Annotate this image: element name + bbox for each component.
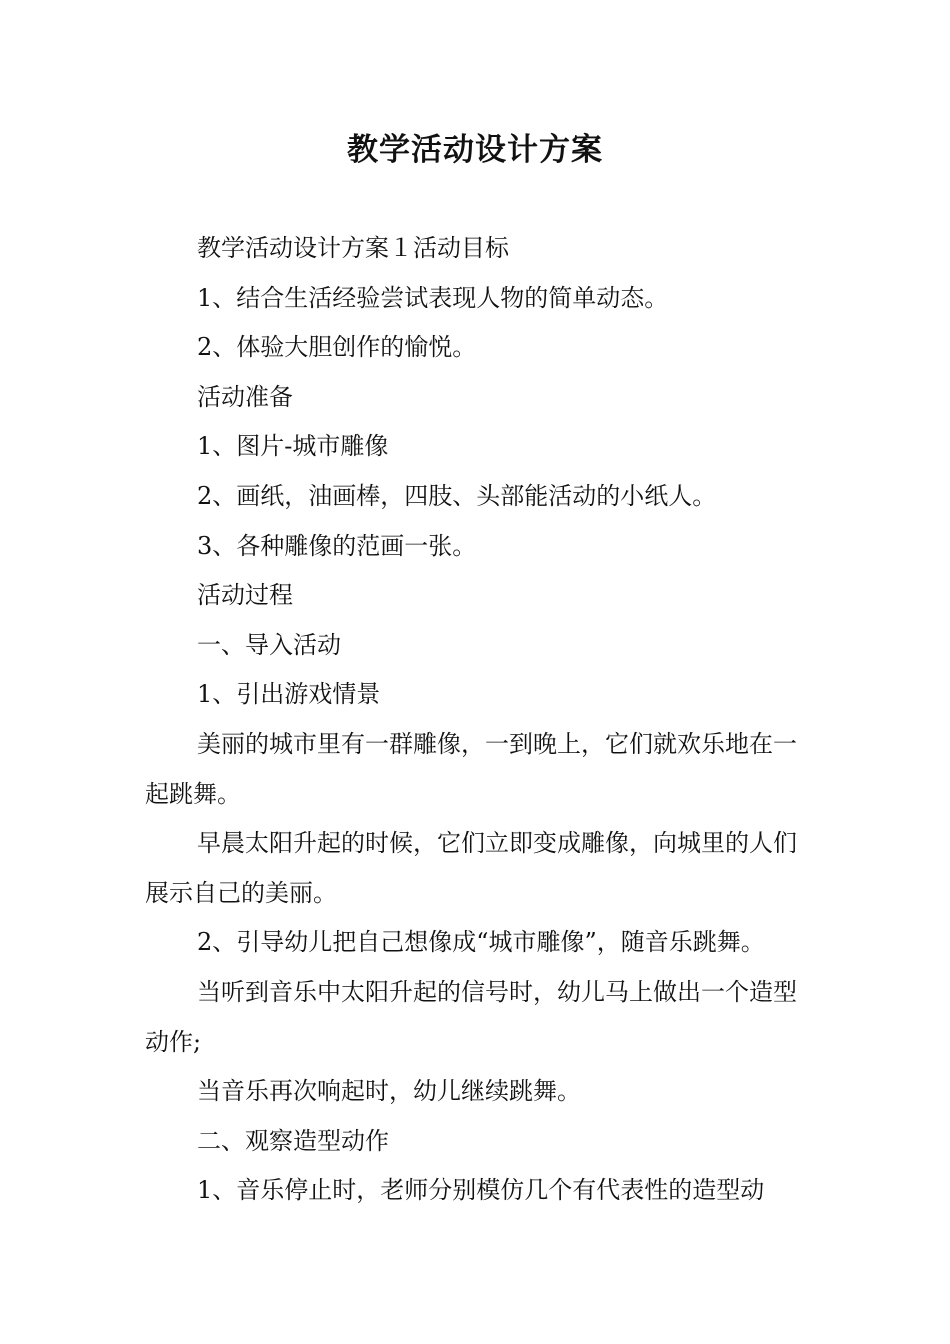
paragraph: 早晨太阳升起的时候，它们立即变成雕像，向城里的人们展示自己的美丽。	[145, 829, 797, 907]
paragraph: 1、结合生活经验尝试表现人物的简单动态。	[197, 283, 669, 312]
paragraph: 1、图片-城市雕像	[197, 432, 389, 461]
paragraph: 活动过程	[197, 581, 293, 610]
paragraph: 1、音乐停止时，老师分别模仿几个有代表性的造型动	[197, 1176, 765, 1205]
paragraph: 美丽的城市里有一群雕像，一到晚上，它们就欢乐地在一起跳舞。	[145, 729, 797, 808]
paragraph: 当听到音乐中太阳升起的信号时，幼儿马上做出一个造型动作;	[145, 977, 797, 1056]
paragraph: 2、体验大胆创作的愉悦。	[197, 333, 477, 362]
document-body	[145, 224, 807, 1216]
paragraph: 2、引导幼儿把自己想像成“城市雕像”，随音乐跳舞。	[197, 928, 765, 957]
paragraph: 3、各种雕像的范画一张。	[197, 531, 477, 560]
paragraph: 1、引出游戏情景	[197, 680, 381, 709]
paragraph: 二、观察造型动作	[197, 1126, 389, 1155]
paragraph: 一、导入活动	[197, 630, 341, 659]
paragraph: 活动准备	[197, 382, 293, 411]
paragraph: 2、画纸，油画棒，四肢、头部能活动的小纸人。	[197, 481, 717, 510]
document-title: 教学活动设计方案	[347, 132, 603, 168]
paragraph: 当音乐再次响起时，幼儿继续跳舞。	[197, 1077, 581, 1106]
paragraph: 教学活动设计方案１活动目标	[197, 234, 509, 262]
